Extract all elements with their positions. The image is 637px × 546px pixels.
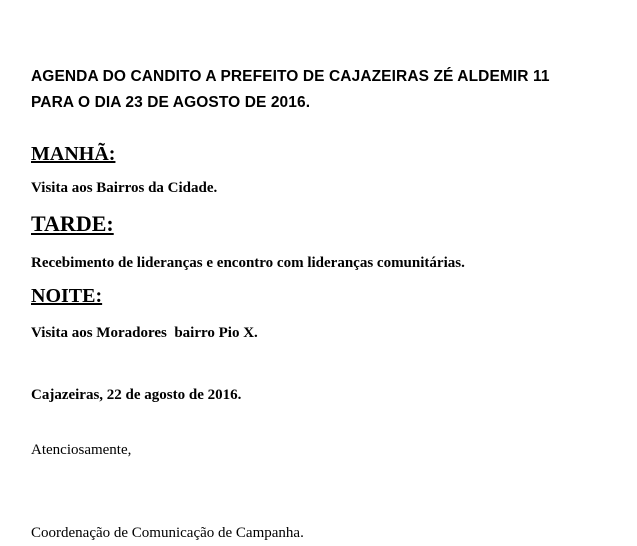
closing-text: Atenciosamente, (31, 442, 132, 458)
section-text-manha: Visita aos Bairros da Cidade. (31, 180, 218, 196)
section-heading-noite: NOITE: (31, 285, 103, 307)
section-heading-tarde: TARDE: (31, 211, 114, 236)
section-heading-manha: MANHÃ: (31, 143, 116, 165)
title-line-2: PARA O DIA 23 DE AGOSTO DE 2016. (31, 94, 311, 111)
place-date: Cajazeiras, 22 de agosto de 2016. (31, 387, 242, 403)
document-title (31, 64, 550, 116)
signature-text: Coordenação de Comunicação de Campanha. (31, 525, 304, 541)
section-text-noite: Visita aos Moradores bairro Pio X. (31, 325, 258, 341)
title-line-1: AGENDA DO CANDITO A PREFEITO DE CAJAZEIRAS ZÉ ALDEMIR 11 (31, 68, 550, 85)
section-text-tarde: Recebimento de lideranças e encontro com lideranças comunitárias. (31, 255, 465, 271)
